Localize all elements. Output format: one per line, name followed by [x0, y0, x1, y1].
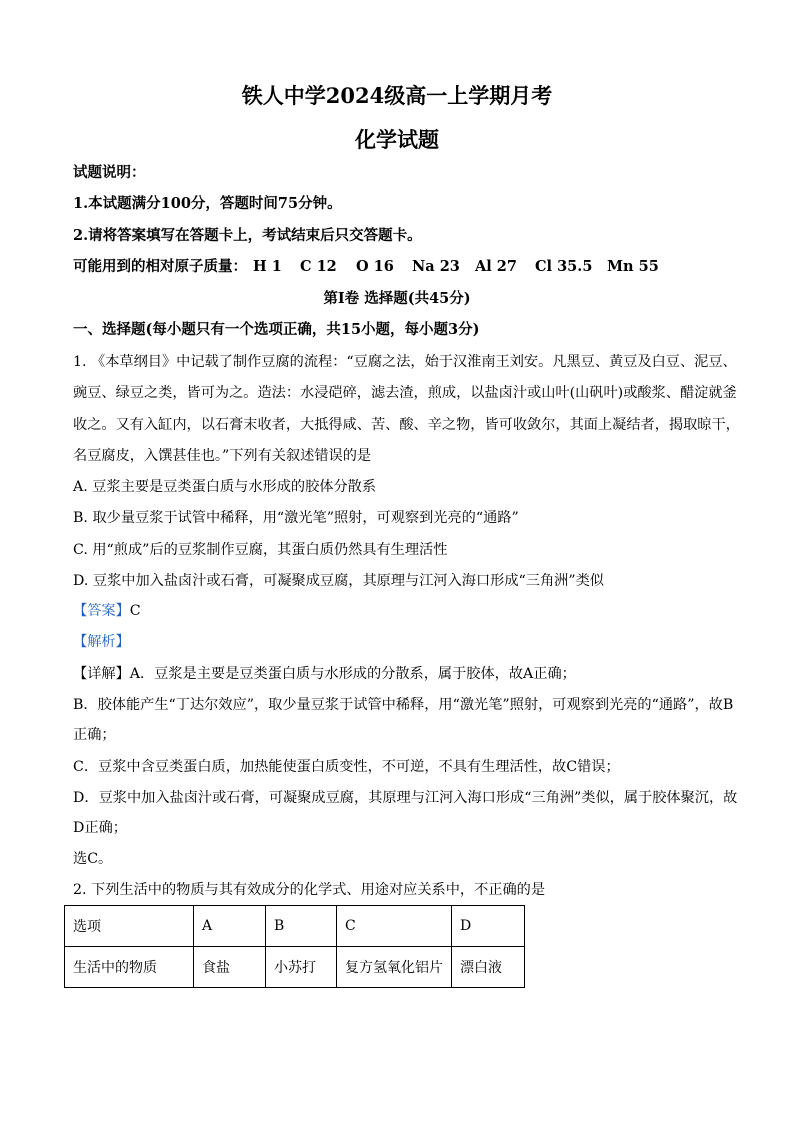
table-cell: 小苏打 — [266, 947, 337, 988]
mass-na: Na 23 — [412, 258, 460, 275]
subject-title: 化学试题 — [355, 127, 439, 152]
mass-c: C 12 — [300, 258, 337, 275]
q1-detail-line-7: 选C。 — [73, 851, 113, 867]
mass-h: H 1 — [253, 258, 282, 275]
answer-tag: 【答案】 — [73, 603, 130, 619]
section-heading: 一、选择题(每小题只有一个选项正确，共15小题，每小题3分) — [73, 321, 480, 338]
table-cell: A — [194, 906, 266, 947]
mass-al: Al 27 — [475, 258, 517, 275]
table-cell: 选项 — [65, 906, 194, 947]
table-cell: C — [337, 906, 452, 947]
atomic-masses-label: 可能用到的相对原子质量： — [73, 258, 247, 275]
q1-option-c: C. 用“煎成”后的豆浆制作豆腐，其蛋白质仍然具有生理活性 — [73, 542, 448, 558]
q1-option-a: A. 豆浆主要是豆类蛋白质与水形成的胶体分散系 — [73, 479, 377, 495]
table-cell: 食盐 — [194, 947, 266, 988]
table-cell: 漂白液 — [452, 947, 525, 988]
notes-heading: 试题说明： — [73, 164, 146, 181]
atomic-masses-line — [73, 257, 733, 277]
mass-cl: Cl 35.5 — [535, 258, 593, 275]
mass-o: O 16 — [356, 258, 394, 275]
q1-detail-line-2: B．胶体能产生“丁达尔效应”，取少量豆浆于试管中稀释，用“激光笔”照射，可观察到光亮的“通路”，故B — [73, 697, 734, 713]
q1-option-d: D. 豆浆中加入盐卤汁或石膏，可凝聚成豆腐，其原理与江河入海口形成“三角洲”类似 — [73, 573, 604, 589]
q1-stem-line-4: 名豆腐皮，入馔甚佳也。”下列有关叙述错误的是 — [73, 448, 372, 464]
q1-stem-line-2: 豌豆、绿豆之类，皆可为之。造法：水浸硙碎，滤去渣，煎成，以盐卤汁或山叶(山矾叶)或酸浆、醋淀就釜 — [73, 385, 737, 401]
q1-detail-line-3: 正确； — [73, 727, 116, 743]
table-header-row — [65, 906, 525, 947]
table-row — [65, 947, 525, 988]
answer-value: C — [129, 603, 141, 619]
q1-detail-line-4: C．豆浆中含豆类蛋白质，加热能使蛋白质变性，不可逆，不具有生理活性，故C错误； — [73, 759, 620, 775]
table-cell: 生活中的物质 — [65, 947, 194, 988]
analysis-tag: 【解析】 — [73, 634, 130, 650]
q2-stem: 2. 下列生活中的物质与其有效成分的化学式、用途对应关系中，不正确的是 — [73, 882, 546, 898]
q1-answer-line — [73, 601, 733, 621]
table-cell: 复方氢氧化铝片 — [337, 947, 452, 988]
q1-detail-line-6: D正确； — [73, 820, 127, 836]
note-item-1: 1.本试题满分100分，答题时间75分钟。 — [73, 195, 342, 212]
q1-option-b: B. 取少量豆浆于试管中稀释，用“激光笔”照射，可观察到光亮的“通路” — [73, 510, 519, 526]
q1-detail-line-1: 【详解】A．豆浆是主要是豆类蛋白质与水形成的分散系，属于胶体，故A正确； — [73, 666, 576, 682]
part1-title: 第Ⅰ卷 选择题(共45分) — [323, 290, 471, 307]
q2-options-table — [64, 905, 525, 988]
q1-detail-line-5: D．豆浆中加入盐卤汁或石膏，可凝聚成豆腐，其原理与江河入海口形成“三角洲”类似，属于胶体聚沉，故 — [73, 790, 738, 806]
note-item-2: 2.请将答案填写在答题卡上，考试结束后只交答题卡。 — [73, 227, 422, 244]
q1-stem-line-3: 收之。又有入缸内，以石膏末收者，大抵得咸、苦、酸、辛之物，皆可收敛尔，其面上凝结者，揭取晾干， — [73, 417, 740, 433]
exam-title: 铁人中学2024级高一上学期月考 — [241, 83, 553, 108]
mass-mn: Mn 55 — [607, 258, 659, 275]
table-cell: B — [266, 906, 337, 947]
q1-stem-line-1: 1. 《本草纲目》中记载了制作豆腐的流程：“豆腐之法，始于汉淮南王刘安。凡黑豆、黄豆及白豆、泥豆、 — [73, 354, 737, 370]
table-cell: D — [452, 906, 525, 947]
